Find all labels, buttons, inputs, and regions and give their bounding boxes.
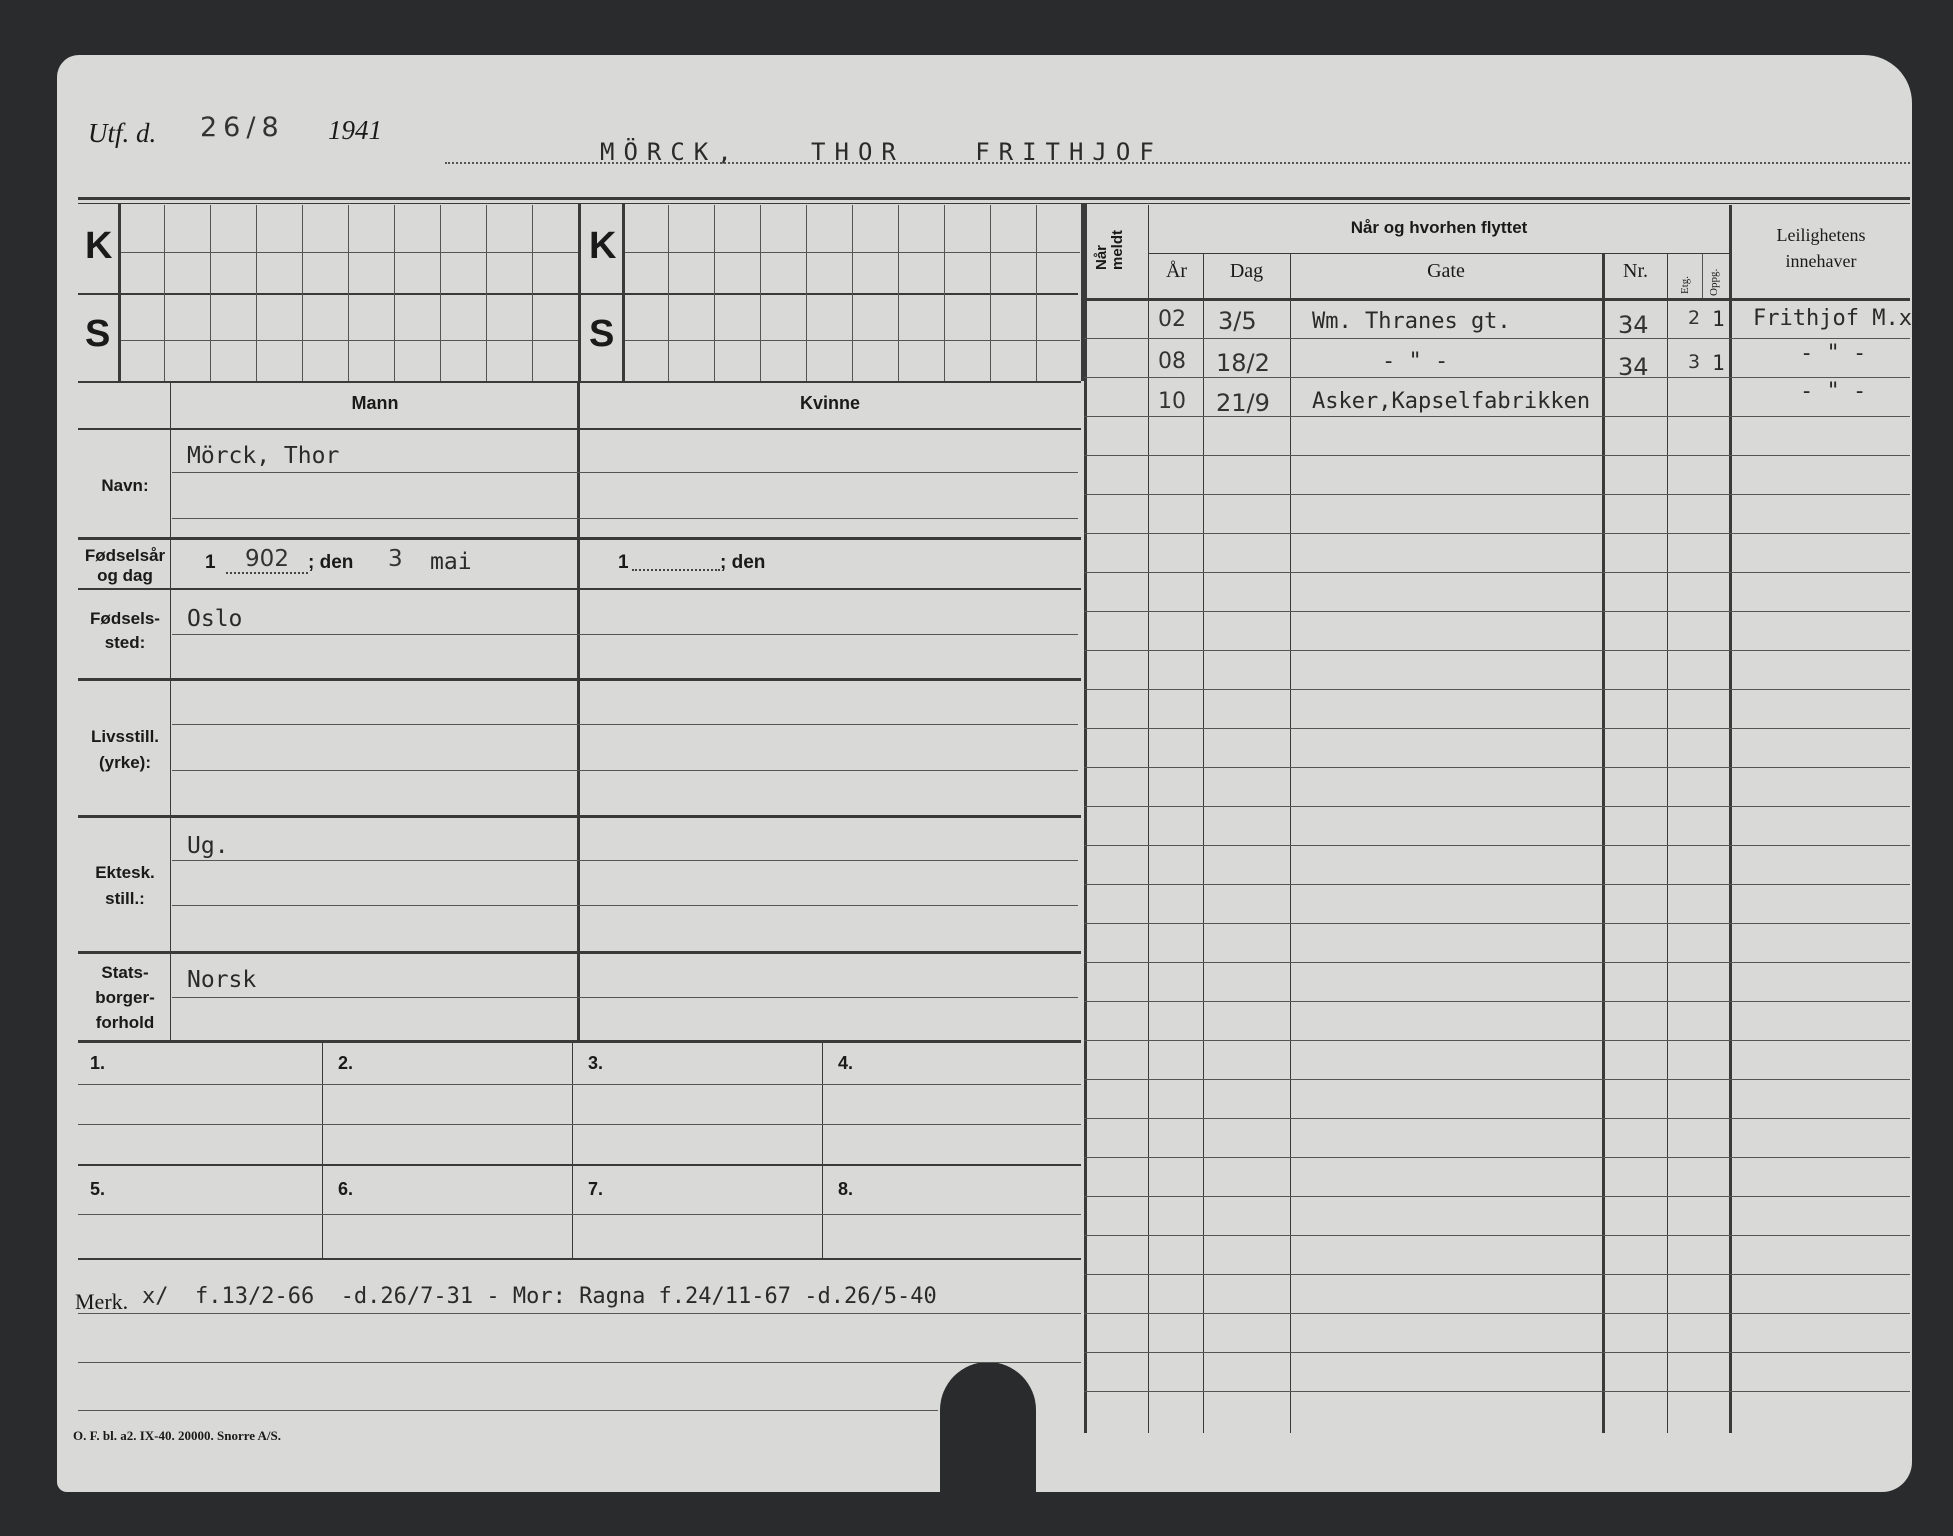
grid-line [806, 205, 807, 381]
move-row-3-gate: Asker,Kapselfabrikken [1312, 389, 1591, 414]
move-row-2-oppg: 1 [1712, 351, 1725, 375]
grid-line [668, 205, 669, 381]
row-line [1084, 1235, 1910, 1236]
leil-header: Leilighetens innehaver [1776, 225, 1866, 271]
grid-line [302, 205, 303, 381]
grid-line [1036, 205, 1037, 381]
col-gate: Gate [1427, 260, 1465, 282]
row-line [1084, 884, 1910, 885]
move-row-3-ar: 10 [1158, 389, 1186, 414]
row-line [1084, 1352, 1910, 1353]
grid-line [990, 205, 991, 381]
row-line [1084, 1001, 1910, 1002]
row-line [1084, 1274, 1910, 1275]
grid-line [532, 205, 533, 381]
child-5-label: 5. [90, 1179, 106, 1199]
kvinne-den: ; den [720, 552, 766, 573]
row-line [1084, 1196, 1910, 1197]
move-row-2-etg: 3 [1688, 351, 1701, 373]
grid-line [714, 205, 715, 381]
child-2-label: 2. [338, 1053, 354, 1073]
fodselsar-month: mai [430, 549, 472, 575]
header-rule [78, 197, 1910, 200]
grid-line [898, 205, 899, 381]
row-line [1084, 416, 1910, 417]
fodselsar-day: 3 [388, 546, 403, 572]
child-8-label: 8. [838, 1179, 854, 1199]
row-line [1084, 611, 1910, 612]
mann-header: Mann [351, 393, 399, 413]
move-row-1-oppg: 1 [1712, 307, 1725, 331]
move-row-1-ar: 02 [1158, 307, 1186, 332]
row-line [1084, 494, 1910, 495]
col-oppg: Oppg. [1708, 268, 1720, 296]
move-row-3-dag: 21/9 [1216, 389, 1270, 417]
row-line [1084, 1391, 1910, 1392]
k-label-left: K [85, 225, 113, 267]
move-row-2-nr: 34 [1618, 353, 1649, 381]
kvinne-year-dots [632, 569, 720, 571]
row-line [1084, 1079, 1910, 1080]
move-row-1-nr: 34 [1618, 311, 1649, 339]
row-line [1084, 923, 1910, 924]
row-line [1084, 1118, 1910, 1119]
fodested-value: Oslo [187, 606, 243, 632]
col-etg: Etg. [1679, 275, 1691, 294]
row-line [1084, 767, 1910, 768]
meldt-header: Når meldt [1093, 229, 1126, 270]
row-line [1084, 650, 1910, 651]
child-6-label: 6. [338, 1179, 354, 1199]
navn-value: Mörck, Thor [187, 443, 340, 469]
row-line [1084, 572, 1910, 573]
grid-line [348, 205, 349, 381]
row-line [1084, 728, 1910, 729]
moves-title: Når og hvorhen flyttet [1350, 218, 1528, 237]
grid-line [760, 205, 761, 381]
fodselsar-prefix: 1 [205, 552, 216, 573]
livsstill-label: Livsstill. (yrke): [90, 727, 160, 772]
merk-label: Merk. [75, 1289, 129, 1314]
s-label-left: S [85, 313, 111, 355]
stats-value: Norsk [187, 967, 257, 993]
ektesk-label: Ektesk. still.: [95, 863, 155, 908]
grid-line [256, 205, 257, 381]
grid-line [164, 205, 165, 381]
move-row-1-innehaver: Frithjof M.x/ [1753, 306, 1926, 331]
row-line [1084, 1157, 1910, 1158]
card-notch [940, 1362, 1036, 1532]
move-row-1-dag: 3/5 [1218, 307, 1257, 335]
move-row-1-gate: Wm. Thranes gt. [1312, 309, 1511, 334]
grid-line [394, 205, 395, 381]
col-dag: Dag [1229, 260, 1264, 282]
move-row-2-dag: 18/2 [1216, 349, 1270, 377]
move-row-2-innehaver: - " - [1800, 341, 1867, 366]
utf-date: 26/8 [200, 112, 285, 143]
col-nr: Nr. [1623, 260, 1648, 282]
grid-line [944, 205, 945, 381]
row-line [1084, 377, 1910, 378]
header-rule-2 [78, 203, 1910, 204]
full-name: MÖRCK, THOR FRITHJOF [600, 138, 1163, 166]
kvinne-year-prefix: 1 [618, 552, 629, 573]
fodselsar-label: Fødselsår og dag [84, 546, 166, 585]
row-line [1084, 806, 1910, 807]
utf-year: 1941 [328, 115, 382, 145]
fodested-label: Fødsels- sted: [90, 609, 160, 652]
fodselsar-den: ; den [308, 552, 354, 573]
row-line [1084, 689, 1910, 690]
row-line [1084, 1040, 1910, 1041]
kvinne-header: Kvinne [799, 393, 860, 413]
col-ar: År [1165, 260, 1188, 282]
grid-line [486, 205, 487, 381]
k-label-right: K [589, 225, 617, 267]
row-line [1084, 962, 1910, 963]
child-3-label: 3. [588, 1053, 604, 1073]
grid-line [852, 205, 853, 381]
move-row-2-gate: - " - [1382, 349, 1449, 374]
child-4-label: 4. [838, 1053, 854, 1073]
row-line [1084, 338, 1910, 339]
grid-line [440, 205, 441, 381]
fodselsar-year: 902 [226, 546, 308, 574]
form-footer: O. F. bl. a2. IX-40. 20000. Snorre A/S. [73, 1428, 282, 1443]
move-row-3-innehaver: - " - [1800, 379, 1867, 404]
move-row-2-ar: 08 [1158, 349, 1186, 374]
navn-label: Navn: [101, 476, 149, 495]
row-line [1084, 1313, 1910, 1314]
merk-value: x/ f.13/2-66 -d.26/7-31 - Mor: Ragna f.24/11-67 -d.26/5-40 [142, 1284, 937, 1309]
row-line [1084, 845, 1910, 846]
ektesk-value: Ug. [187, 833, 229, 859]
child-7-label: 7. [588, 1179, 604, 1199]
child-1-label: 1. [90, 1053, 106, 1073]
utf-label: Utf. d. [88, 118, 157, 148]
s-label-right: S [589, 313, 615, 355]
name-dotted-line [445, 162, 1910, 164]
stats-label: Stats- borger- forhold [95, 963, 155, 1032]
grid-line [210, 205, 211, 381]
row-line [1084, 455, 1910, 456]
row-line [1084, 533, 1910, 534]
move-row-1-etg: 2 [1688, 307, 1701, 329]
